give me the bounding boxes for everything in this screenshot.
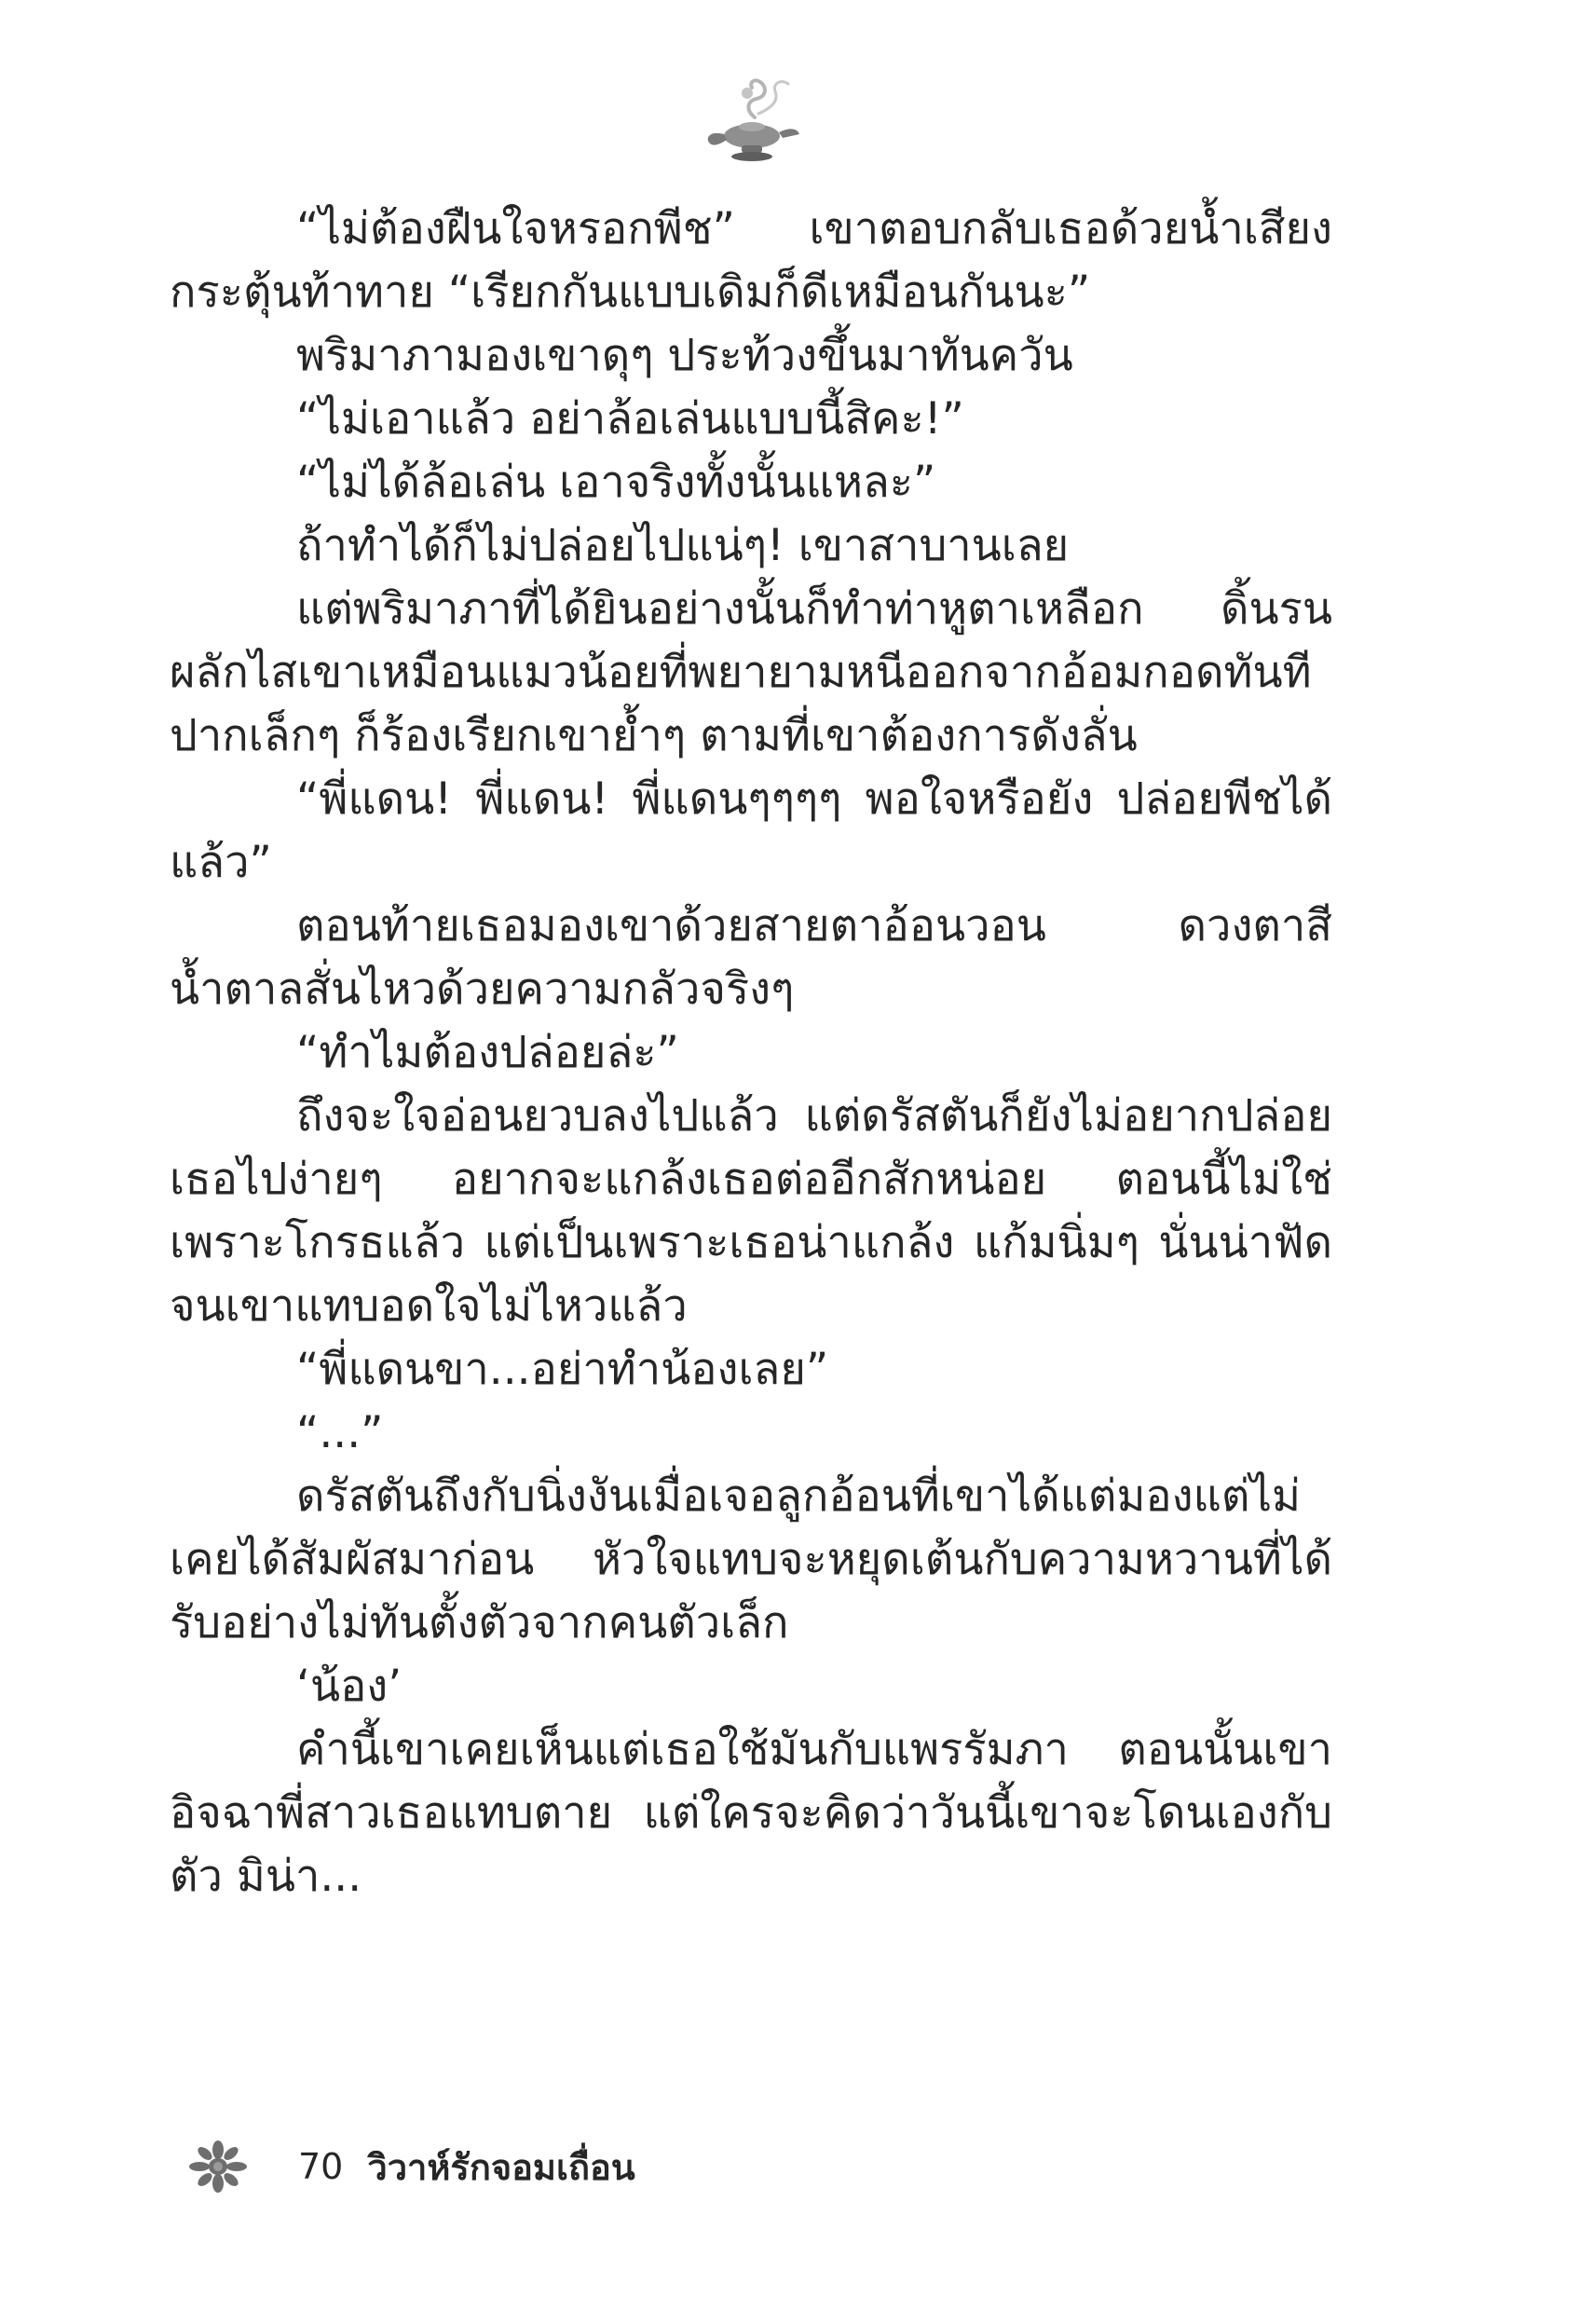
paragraph: ตอนท้ายเธอมองเขาด้วยสายตาอ้อนวอน ดวงตาสีน้ำตาลสั่นไหวด้วยความกลัวจริงๆ (170, 900, 1332, 1015)
paragraph: ‘น้อง’ (296, 1661, 402, 1712)
paragraph: “พี่แดนขา...อย่าทำน้องเลย” (296, 1344, 829, 1395)
paragraph: “ไม่ได้ล้อเล่น เอาจริงทั้งนั้นแหละ” (296, 457, 936, 508)
paragraph: “ไม่ต้องฝืนใจหรอกพีช” เขาตอบกลับเธอด้วยน้ำเสียงกระตุ้นท้าทาย “เรียกกันแบบเดิมก็ดีเหมือนกันนะ” (170, 203, 1332, 318)
book-title: วิวาห์รักจอมเถื่อน (367, 2146, 635, 2188)
page-number: 70 (298, 2146, 344, 2187)
paragraph: “...” (296, 1407, 384, 1458)
paragraph: ถึงจะใจอ่อนยวบลงไปแล้ว แต่ดรัสตันก็ยังไม่อยากปล่อยเธอไปง่ายๆ อยากจะแกล้งเธอต่ออีกสักหน่อย ตอนนี้ไม่ใช่เพราะโกรธแล้ว แต่เป็นเพราะเธอน่าแกล้ง แก้มนิ่มๆ นั่นน่าฟัดจนเขาแทบอดใจไม่ไหวแล้ว (170, 1090, 1332, 1332)
paragraph: “ทำไมต้องปล่อยล่ะ” (296, 1027, 679, 1078)
magic-lamp-icon (701, 73, 803, 166)
paragraph: ถ้าทำได้ก็ไม่ปล่อยไปแน่ๆ! เขาสาบานเลย (296, 520, 1070, 571)
paragraph: “ไม่เอาแล้ว อย่าล้อเล่นแบบนี้สิคะ!” (296, 393, 964, 444)
paragraph: ดรัสตันถึงกับนิ่งงันเมื่อเจอลูกอ้อนที่เขาได้แต่มองแต่ไม่เคยได้สัมผัสมาก่อน หัวใจแทบจะหยุดเต้นกับความหวานที่ได้รับอย่างไม่ทันตั้งตัวจากคนตัวเล็ก (170, 1470, 1332, 1648)
paragraph: “พี่แดน! พี่แดน! พี่แดนๆๆๆๆ พอใจหรือยัง ปล่อยพีชได้แล้ว” (170, 773, 1332, 888)
paragraph: แต่พริมาภาที่ได้ยินอย่างนั้นก็ทำท่าหูตาเหลือก ดิ้นรนผลักไสเขาเหมือนแมวน้อยที่พยายามหนีออกจากอ้อมกอดทันที ปากเล็กๆ ก็ร้องเรียกเขาย้ำๆ ตามที่เขาต้องการดังลั่น (170, 583, 1332, 761)
flower-ornament-icon (184, 2139, 252, 2195)
paragraph: พริมาภามองเขาดุๆ ประท้วงขึ้นมาทันควัน (296, 330, 1073, 381)
paragraph: คำนี้เขาเคยเห็นแต่เธอใช้มันกับแพรรัมภา ตอนนั้นเขาอิจฉาพี่สาวเธอแทบตาย แต่ใครจะคิดว่าวันนี้เขาจะโดนเองกับตัว มิน่า... (170, 1724, 1332, 1902)
page-footer (184, 2134, 635, 2199)
body-text (170, 198, 1332, 1908)
